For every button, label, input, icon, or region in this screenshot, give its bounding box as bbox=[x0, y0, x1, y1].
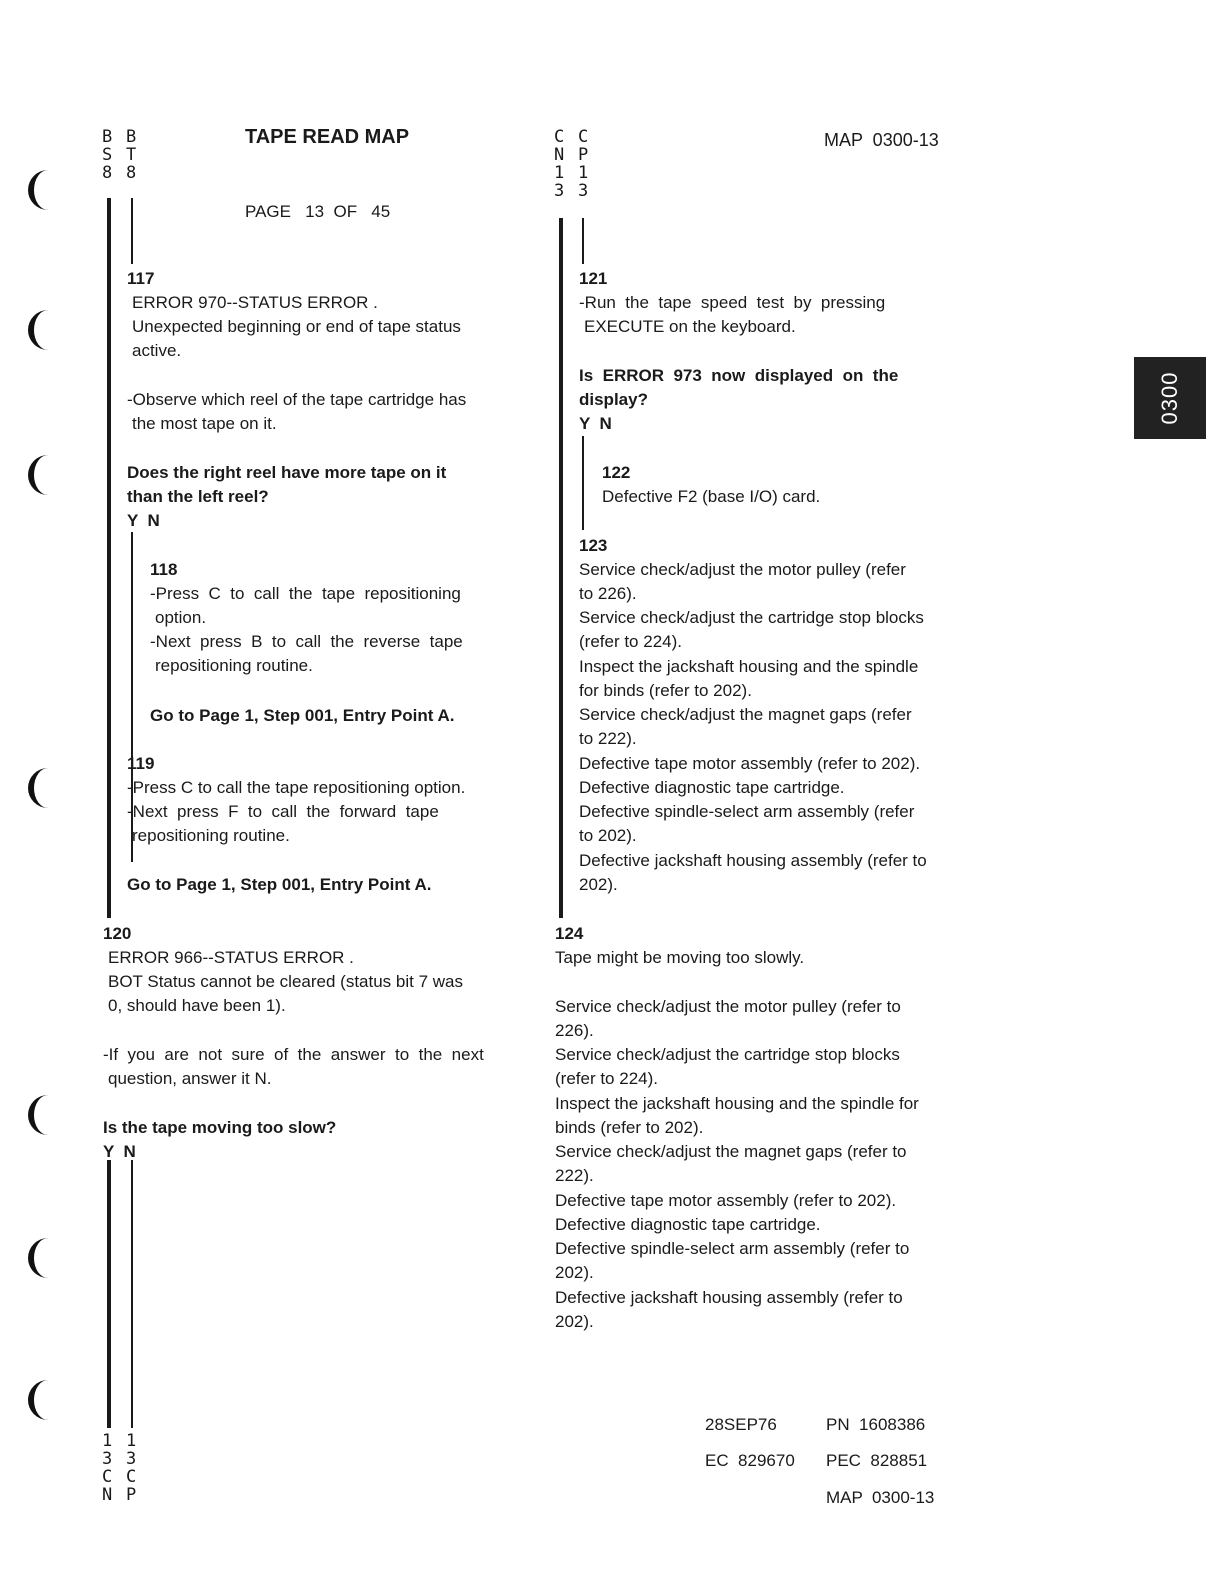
step-124-desc: Tape might be moving too slowly. bbox=[555, 948, 805, 967]
step-123-line: Inspect the jackshaft housing and the spindle bbox=[579, 657, 919, 676]
off-page-connector-top-left-2: B T 8 bbox=[126, 127, 137, 183]
step-120-question: Is the tape moving too slow? bbox=[103, 1118, 337, 1137]
step-123-line: Service check/adjust the magnet gaps (refer bbox=[579, 705, 912, 724]
off-page-connector-bottom-1: 1 3 C N bbox=[102, 1431, 113, 1505]
step-123-line: Defective spindle-select arm assembly (refer bbox=[579, 802, 915, 821]
step-124-number: 124 bbox=[555, 924, 584, 943]
binder-hole bbox=[28, 310, 56, 350]
step-118-number: 118 bbox=[150, 560, 178, 579]
step-124-line: Inspect the jackshaft housing and the spindle for bbox=[555, 1094, 919, 1113]
step-124-line: 202). bbox=[555, 1312, 594, 1331]
step-118-line: repositioning routine. bbox=[155, 656, 313, 675]
step-121-line: -Run the tape speed test by pressing bbox=[579, 293, 886, 312]
step-121-yes-no: Y N bbox=[579, 414, 612, 433]
flow-line bbox=[582, 218, 584, 264]
step-124-line: Defective diagnostic tape cartridge. bbox=[555, 1215, 821, 1234]
step-121-question-cont: display? bbox=[579, 390, 648, 409]
step-124-line: Service check/adjust the magnet gaps (refer to bbox=[555, 1142, 907, 1161]
step-123-line: to 202). bbox=[579, 826, 637, 845]
binder-hole bbox=[28, 455, 56, 495]
step-120-yes-no: Y N bbox=[103, 1142, 136, 1161]
section-tab-label: 0300 bbox=[1157, 371, 1182, 425]
step-123-line: Defective jackshaft housing assembly (refer to bbox=[579, 851, 927, 870]
step-124-line: Defective tape motor assembly (refer to 202). bbox=[555, 1191, 897, 1210]
step-117-instruction-cont: the most tape on it. bbox=[132, 414, 277, 433]
step-118-line: -Press C to call the tape repositioning bbox=[150, 584, 461, 603]
page-number: PAGE 13 OF 45 bbox=[245, 202, 391, 221]
footer-part-number: PN 1608386 bbox=[826, 1415, 926, 1434]
step-119-line: -Next press F to call the forward tape bbox=[127, 802, 439, 821]
step-123-line: to 222). bbox=[579, 729, 637, 748]
binder-hole bbox=[28, 1095, 56, 1135]
binder-hole bbox=[28, 1380, 56, 1420]
step-118-line: -Next press B to call the reverse tape bbox=[150, 632, 463, 651]
binder-hole bbox=[28, 768, 56, 808]
step-117-question: Does the right reel have more tape on it bbox=[127, 463, 447, 482]
step-123-line: Defective tape motor assembly (refer to 202). bbox=[579, 754, 921, 773]
step-123-line: Service check/adjust the cartridge stop blocks bbox=[579, 608, 924, 627]
flow-line bbox=[131, 198, 133, 264]
step-123-line: (refer to 224). bbox=[579, 632, 682, 651]
step-117-number: 117 bbox=[127, 269, 155, 288]
step-123-number: 123 bbox=[579, 536, 608, 555]
step-124-line: Defective spindle-select arm assembly (refer to bbox=[555, 1239, 910, 1258]
step-121-line: EXECUTE on the keyboard. bbox=[584, 317, 796, 336]
step-121-question: Is ERROR 973 now displayed on the bbox=[579, 366, 899, 385]
section-tab bbox=[1134, 357, 1206, 439]
binder-hole bbox=[28, 170, 56, 210]
step-120-error: ERROR 966--STATUS ERROR . bbox=[108, 948, 354, 967]
step-119-goto: Go to Page 1, Step 001, Entry Point A. bbox=[127, 875, 432, 894]
step-118-goto: Go to Page 1, Step 001, Entry Point A. bbox=[150, 706, 455, 725]
flow-line bbox=[559, 218, 563, 918]
step-124-line: (refer to 224). bbox=[555, 1069, 658, 1088]
step-118-line: option. bbox=[155, 608, 207, 627]
step-117-desc-cont: active. bbox=[132, 341, 182, 360]
step-123-line: for binds (refer to 202). bbox=[579, 681, 752, 700]
step-117-desc: Unexpected beginning or end of tape status bbox=[132, 317, 461, 336]
step-124-line: 222). bbox=[555, 1166, 594, 1185]
binder-hole bbox=[28, 1238, 56, 1278]
map-id-header: MAP 0300-13 bbox=[824, 130, 939, 150]
flow-line bbox=[107, 1160, 111, 1428]
step-120-number: 120 bbox=[103, 924, 132, 943]
step-124-line: Defective jackshaft housing assembly (refer to bbox=[555, 1288, 903, 1307]
step-124-line: 226). bbox=[555, 1021, 594, 1040]
step-117-error: ERROR 970--STATUS ERROR . bbox=[132, 293, 378, 312]
step-117-yes-no: Y N bbox=[127, 511, 160, 530]
step-120-desc: BOT Status cannot be cleared (status bit 7 was bbox=[108, 972, 463, 991]
step-123-line: to 226). bbox=[579, 584, 637, 603]
step-120-desc-cont: 0, should have been 1). bbox=[108, 996, 286, 1015]
on-page-connector-top-right-2: C P 1 3 bbox=[578, 127, 589, 201]
step-123-line: Defective diagnostic tape cartridge. bbox=[579, 778, 845, 797]
page-title: TAPE READ MAP bbox=[245, 126, 410, 148]
step-124-line: binds (refer to 202). bbox=[555, 1118, 704, 1137]
step-120-instruction: -If you are not sure of the answer to the next bbox=[103, 1045, 484, 1064]
step-119-line: -Press C to call the tape repositioning option. bbox=[127, 778, 466, 797]
step-119-line: repositioning routine. bbox=[132, 826, 290, 845]
off-page-connector-bottom-2: 1 3 C P bbox=[126, 1431, 137, 1505]
flow-line bbox=[107, 198, 111, 918]
footer-ec-number: EC 829670 bbox=[705, 1451, 795, 1470]
step-121-number: 121 bbox=[579, 269, 608, 288]
step-123-line: 202). bbox=[579, 875, 618, 894]
flow-line bbox=[582, 436, 584, 530]
footer-map-id: MAP 0300-13 bbox=[826, 1488, 935, 1507]
flow-line bbox=[131, 732, 133, 752]
step-124-line: Service check/adjust the motor pulley (refer to bbox=[555, 997, 901, 1016]
footer-date: 28SEP76 bbox=[705, 1415, 777, 1434]
step-124-line: Service check/adjust the cartridge stop blocks bbox=[555, 1045, 900, 1064]
flow-line bbox=[131, 1160, 133, 1428]
step-117-instruction: -Observe which reel of the tape cartridge has bbox=[127, 390, 467, 409]
off-page-connector-top-left-1: B S 8 bbox=[102, 127, 113, 183]
step-123-line: Service check/adjust the motor pulley (refer bbox=[579, 560, 906, 579]
step-122-line: Defective F2 (base I/O) card. bbox=[602, 487, 821, 506]
step-120-instruction-cont: question, answer it N. bbox=[108, 1069, 272, 1088]
footer-pec-number: PEC 828851 bbox=[826, 1451, 928, 1470]
step-119-number: 119 bbox=[127, 754, 155, 773]
step-124-line: 202). bbox=[555, 1263, 594, 1282]
step-117-question-cont: than the left reel? bbox=[127, 487, 269, 506]
step-122-number: 122 bbox=[602, 463, 631, 482]
on-page-connector-top-right-1: C N 1 3 bbox=[554, 127, 565, 201]
